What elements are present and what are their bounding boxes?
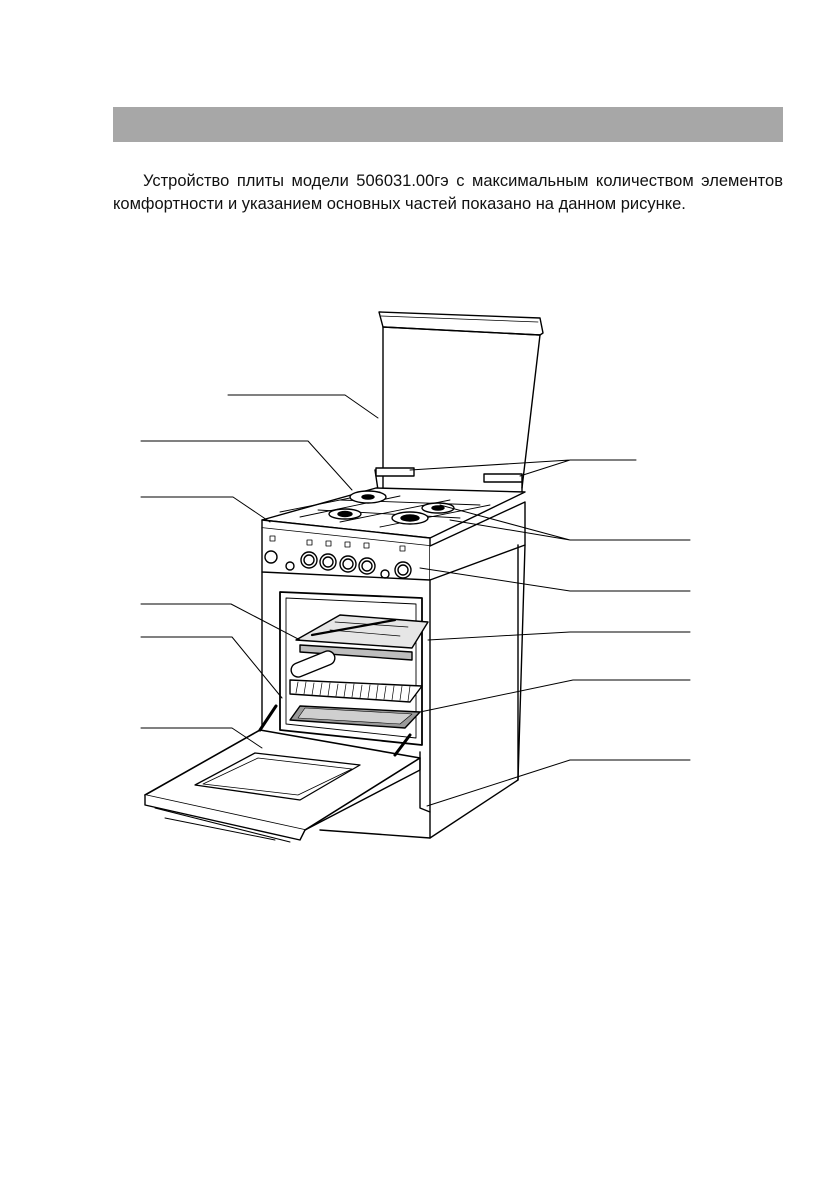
callout-line-controls — [420, 568, 690, 591]
callout-line-spit — [141, 604, 300, 640]
intro-paragraph: Устройство плиты модели 506031.00гэ с максимальным количеством элементов комфортности и указанием основных частей показано на данном рисунке. — [113, 172, 783, 213]
callout-line-hob — [141, 497, 270, 522]
callout-line-drawer — [427, 760, 690, 806]
callout-line-door-glass — [141, 637, 282, 698]
callout-line-baking-tray — [420, 680, 690, 712]
callout-line-burner — [141, 441, 352, 490]
callout-line-lid — [228, 395, 378, 418]
callout-line-upper-tray — [428, 632, 690, 640]
lid — [375, 312, 543, 492]
